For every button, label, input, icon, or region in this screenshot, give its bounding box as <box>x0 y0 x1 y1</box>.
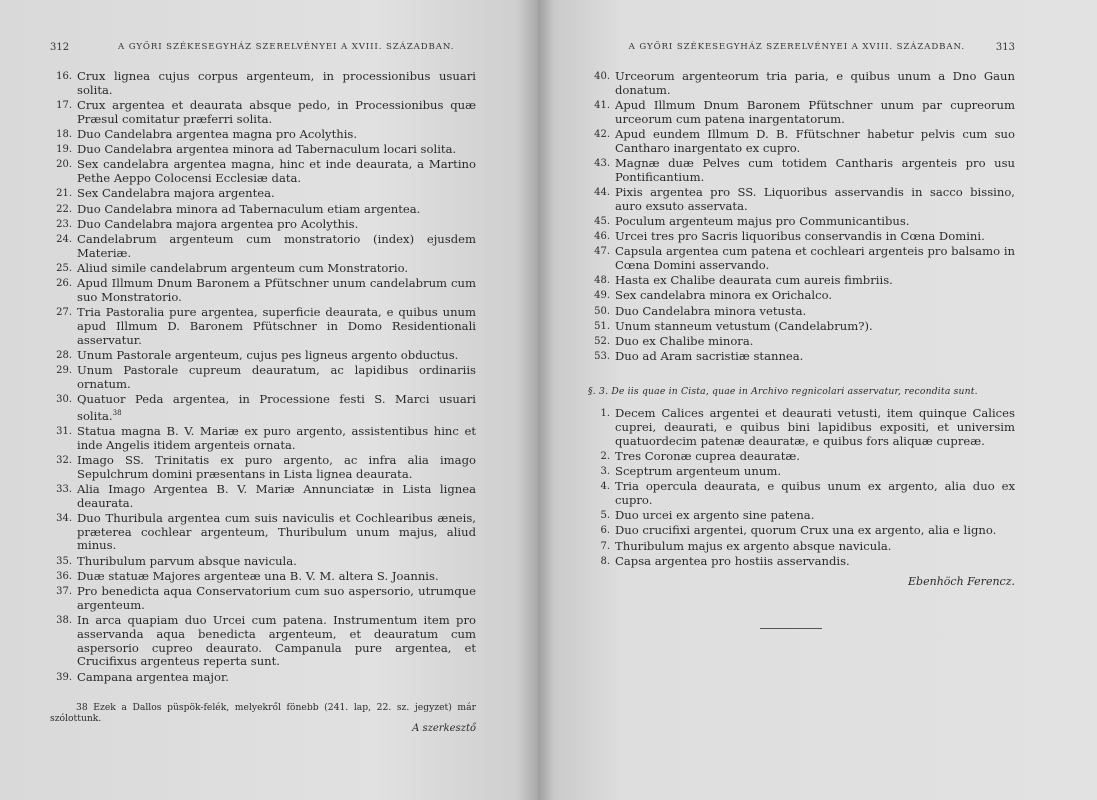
item-number: 1. <box>600 408 610 420</box>
list-item <box>588 245 1015 273</box>
item-number: 51. <box>594 320 610 332</box>
item-text: Aliud simile candelabrum argenteum cum Monstratorio. <box>77 260 409 275</box>
item-text: Quatuor Peda argentea, in Processione festi S. Marci usuari solita.$^{38}$ <box>77 392 476 423</box>
list-item <box>588 70 1015 98</box>
item-text: Duo ex Chalibe minora. <box>615 334 754 349</box>
left-running-title: A GYŐRI SZÉKESEGYHÁZ SZERELVÉNYEI A XVIII. SZÁZADBAN. <box>118 42 455 52</box>
item-text: Duo Candelabra majora argentea pro Acolythis. <box>77 216 359 231</box>
item-text: Duo urcei ex argento sine patena. <box>615 508 815 523</box>
list-item <box>50 218 476 232</box>
list-item <box>588 157 1015 185</box>
footnote-editor: A szerkesztő <box>412 723 476 735</box>
item-text: Unum stanneum vetustum (Candelabrum?). <box>615 318 873 333</box>
right-page-number: 313 <box>995 42 1015 53</box>
list-item <box>50 570 476 584</box>
item-number: 21. <box>56 188 72 200</box>
item-number: 52. <box>594 336 610 348</box>
list-item <box>50 349 476 363</box>
item-text: Decem Calices argentei et deaurati vetusti, item quinque Calices cuprei, deaurati, e quibus bini lapidibus expositi, et universim quatuordecim patenæ deauratæ, e quibus fors aliquæ cupreæ. <box>615 406 1015 448</box>
section-title: §. 3. De iis quae in Cista, quae in Archivo regnicolari asservatur, recondita sunt. <box>588 386 978 398</box>
item-number: 7. <box>600 540 610 552</box>
right-running-title: A GYŐRI SZÉKESEGYHÁZ SZERELVÉNYEI A XVIII. SZÁZADBAN. <box>628 42 965 52</box>
item-text: Thuribulum majus ex argento absque navicula. <box>615 538 892 553</box>
list-item <box>588 128 1015 156</box>
item-number: 32. <box>56 454 72 466</box>
list-item <box>588 540 1015 554</box>
list-item <box>588 320 1015 334</box>
item-text: Duo Candelabra argentea minora ad Tabernaculum locari solita. <box>77 142 457 157</box>
item-text: Unum Pastorale cupreum deauratum, ac lapidibus ordinariis ornatum. <box>77 363 476 391</box>
item-text: Campana argentea major. <box>77 669 229 684</box>
item-number: 37. <box>56 585 72 597</box>
list-item <box>50 425 476 453</box>
list-item <box>588 350 1015 364</box>
item-text: In arca quapiam duo Urcei cum patena. Instrumentum item pro asservanda aqua benedicta argenteum, et deauratum cum aspersorio cupreo deaurato. Campanula pure argentea, et Crucifixus argenteus reperta sunt. <box>77 612 476 669</box>
item-text: Urceorum argenteorum tria paria, e quibus unum a Dno Gaun donatum. <box>615 69 1015 97</box>
list-item <box>588 555 1015 569</box>
list-item <box>588 465 1015 479</box>
item-number: 49. <box>594 290 610 302</box>
item-number: 19. <box>56 144 72 156</box>
list-item <box>588 274 1015 288</box>
list-item <box>588 335 1015 349</box>
left-inventory-list <box>50 70 476 684</box>
item-number: 42. <box>594 128 610 140</box>
item-text: Crux lignea cujus corpus argenteum, in processionibus usuari solita. <box>77 69 476 97</box>
list-item <box>50 614 476 669</box>
item-text: Tria opercula deaurata, e quibus unum ex argento, alia duo ex cupro. <box>615 479 1015 507</box>
item-text: Duo ad Aram sacristiæ stannea. <box>615 349 804 364</box>
item-number: 20. <box>56 159 72 171</box>
item-text: Capsula argentea cum patena et cochleari argenteis pro balsamo in Cœna Domini asservando. <box>615 244 1015 273</box>
item-number: 25. <box>56 262 72 274</box>
item-number: 53. <box>594 351 610 363</box>
item-number: 24. <box>56 233 72 245</box>
item-text: Apud Illmum Dnum Baronem a Pfütschner unum candelabrum cum suo Monstratorio. <box>77 276 476 304</box>
left-footnote: 38 Ezek a Dallos püspök-felék, melyekről fönebb (241. lap, 22. sz. jegyzet) már szólottunk. <box>50 702 476 725</box>
item-number: 5. <box>600 510 610 522</box>
item-text: Duo Candelabra minora ad Tabernaculum etiam argentea. <box>77 201 421 216</box>
item-text: Duæ statuæ Majores argenteæ una B. V. M. altera S. Joannis. <box>77 568 439 583</box>
list-item <box>50 203 476 217</box>
item-number: 50. <box>594 305 610 317</box>
list-item <box>50 277 476 305</box>
item-number: 4. <box>600 481 610 493</box>
item-text: Tres Coronæ cuprea deauratæ. <box>615 448 800 463</box>
item-number: 34. <box>56 512 72 524</box>
list-item <box>50 143 476 157</box>
item-text: Capsa argentea pro hostiis asservandis. <box>615 553 850 568</box>
list-item <box>50 671 476 685</box>
item-text: Pro benedicta aqua Conservatorium cum suo aspersorio, utrumque argenteum. <box>77 583 476 612</box>
list-item <box>588 450 1015 464</box>
list-item <box>50 262 476 276</box>
item-text: Pixis argentea pro SS. Liquoribus asservandis in sacco bissino, auro exsuto asservata. <box>615 184 1015 213</box>
item-text: Candelabrum argenteum cum monstratorio (index) ejusdem Materiæ. <box>77 231 476 260</box>
item-number: 16. <box>56 71 72 82</box>
item-number: 8. <box>600 555 610 567</box>
item-number: 43. <box>594 157 610 169</box>
item-text: Crux argentea et deaurata absque pedo, in Processionibus quæ Præsul comitatur præferri solita. <box>77 97 476 126</box>
list-item <box>588 99 1015 127</box>
item-number: 29. <box>56 365 72 377</box>
list-item <box>50 99 476 127</box>
section-inventory-list <box>588 407 1015 569</box>
list-item <box>588 305 1015 319</box>
author-signature: Ebenhöch Ferencz. <box>908 574 1015 588</box>
list-item <box>50 128 476 142</box>
item-number: 36. <box>56 570 72 582</box>
item-number: 35. <box>56 555 72 567</box>
item-number: 26. <box>56 278 72 290</box>
list-item <box>588 524 1015 538</box>
item-text: Thuribulum parvum absque navicula. <box>77 553 297 568</box>
list-item <box>588 509 1015 523</box>
item-number: 28. <box>56 349 72 361</box>
item-text: Tria Pastoralia pure argentea, superficie deaurata, e quibus unum apud Illmum D. Baronem Pfütschner in Domo Residentionali asservatur. <box>77 305 476 347</box>
item-number: 33. <box>56 483 72 495</box>
list-item <box>50 555 476 569</box>
item-text: Duo Candelabra minora vetusta. <box>615 303 807 318</box>
item-text: Alia Imago Argentea B. V. Mariæ Annunciatæ in Lista lignea deaurata. <box>77 481 476 510</box>
item-text: Poculum argenteum majus pro Communicantibus. <box>615 213 910 228</box>
item-number: 18. <box>56 128 72 140</box>
item-number: 44. <box>594 186 610 198</box>
closing-rule <box>760 628 822 629</box>
list-item <box>50 483 476 511</box>
item-number: 27. <box>56 307 72 319</box>
item-number: 46. <box>594 231 610 243</box>
item-text: Unum Pastorale argenteum, cujus pes ligneus argento obductus. <box>77 347 459 362</box>
left-page-header <box>50 42 476 70</box>
right-page-header <box>588 42 1015 70</box>
item-number: 17. <box>56 99 72 111</box>
item-number: 30. <box>56 394 72 405</box>
left-page <box>0 0 538 800</box>
list-item <box>588 289 1015 303</box>
item-number: 6. <box>600 525 610 537</box>
right-inventory-list <box>588 70 1015 364</box>
item-text: Sex Candelabra majora argentea. <box>77 186 275 201</box>
list-item <box>50 512 476 553</box>
item-number: 2. <box>600 450 610 462</box>
item-text: Apud Illmum Dnum Baronem Pfütschner unum par cupreorum urceorum cum patena inargentatorum. <box>615 97 1015 126</box>
item-number: 41. <box>594 99 610 111</box>
right-page <box>538 0 1097 800</box>
list-item <box>50 585 476 613</box>
list-item <box>50 454 476 482</box>
list-item <box>50 306 476 347</box>
item-number: 22. <box>56 203 72 215</box>
item-text: Statua magna B. V. Mariæ ex puro argento, assistentibus hinc et inde Angelis itidem argenteis ornata. <box>77 423 476 452</box>
list-item <box>588 186 1015 214</box>
item-text: Duo crucifixi argentei, quorum Crux una ex argento, alia e ligno. <box>615 523 997 538</box>
item-text: Sceptrum argenteum unum. <box>615 463 782 478</box>
list-item <box>50 233 476 261</box>
item-number: 31. <box>56 425 72 437</box>
item-text: Apud eundem Illmum D. B. Ffütschner habetur pelvis cum suo Cantharo inargentato ex cupro. <box>615 126 1015 155</box>
item-text: Duo Thuribula argentea cum suis naviculis et Cochlearibus æneis, præterea cochlear argenteum, Thuribulum unum majus, aliud minus. <box>77 510 476 553</box>
item-number: 38. <box>56 614 72 626</box>
item-text: Hasta ex Chalibe deaurata cum aureis fimbriis. <box>615 273 893 288</box>
item-text: Urcei tres pro Sacris liquoribus conservandis in Cœna Domini. <box>615 229 985 244</box>
item-number: 39. <box>56 671 72 683</box>
item-number: 48. <box>594 275 610 287</box>
list-item <box>50 393 476 423</box>
item-number: 3. <box>600 465 610 477</box>
list-item <box>50 70 476 98</box>
list-item <box>588 480 1015 508</box>
list-item <box>50 364 476 392</box>
item-number: 40. <box>594 71 610 82</box>
list-item <box>50 187 476 201</box>
item-number: 23. <box>56 218 72 230</box>
left-page-number: 312 <box>50 42 70 53</box>
item-number: 45. <box>594 215 610 227</box>
item-text: Magnæ duæ Pelves cum totidem Cantharis argenteis pro usu Pontificantium. <box>615 155 1015 184</box>
list-item <box>50 158 476 186</box>
list-item <box>588 215 1015 229</box>
item-text: Sex candelabra argentea magna, hinc et inde deaurata, a Martino Pethe Aeppo Colocensi Ecclesiæ data. <box>77 157 476 186</box>
item-text: Duo Candelabra argentea magna pro Acolythis. <box>77 126 358 141</box>
item-number: 47. <box>594 246 610 258</box>
item-text: Imago SS. Trinitatis ex puro argento, ac infra alia imago Sepulchrum domini præsentans in Lista lignea deaurata. <box>77 452 476 481</box>
item-text: Sex candelabra minora ex Orichalco. <box>615 288 833 303</box>
footnote-reference: 38 <box>112 408 122 417</box>
list-item <box>588 407 1015 448</box>
list-item <box>588 230 1015 244</box>
